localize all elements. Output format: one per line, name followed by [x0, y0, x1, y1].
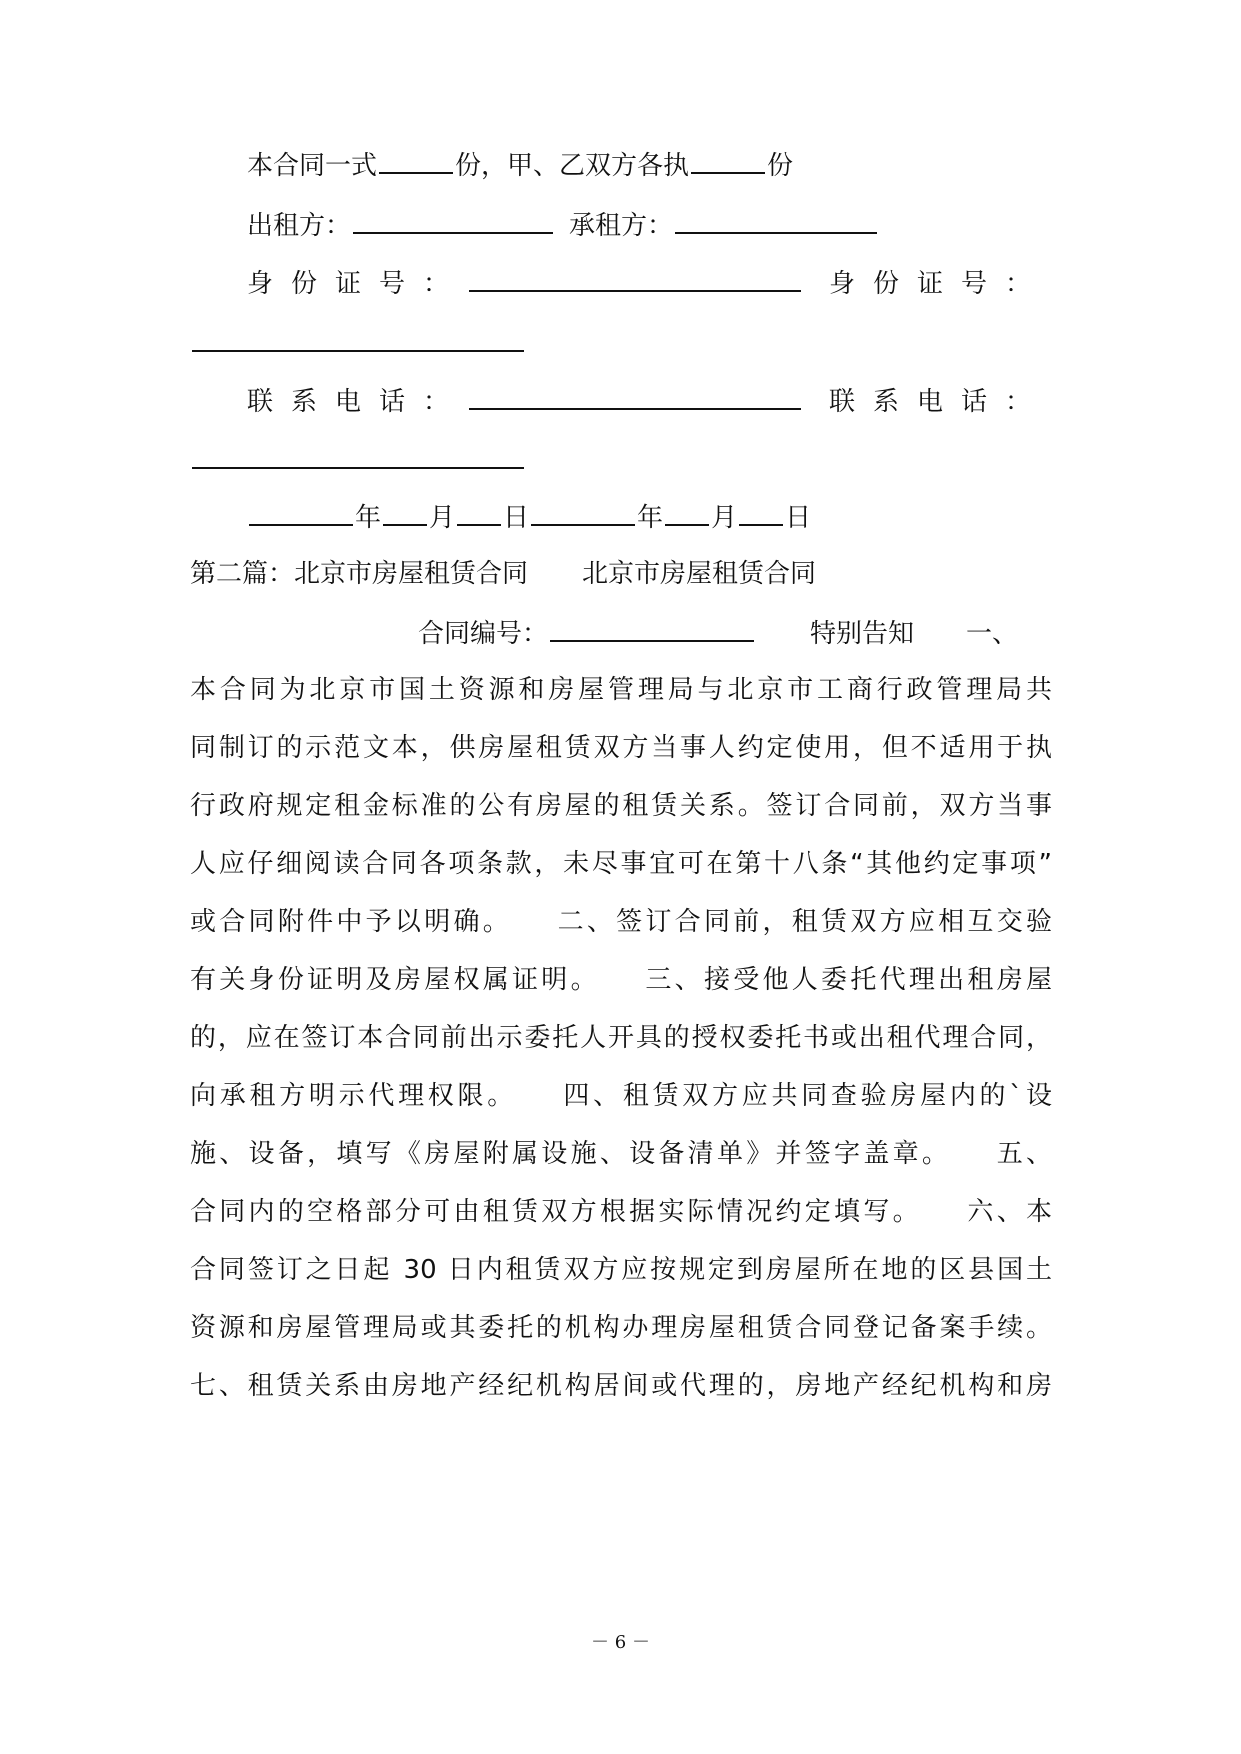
- phone-line: [247, 382, 1049, 420]
- copies-each-blank: [691, 146, 765, 174]
- body-line: 资源和房屋管理局或其委托的机构办理房屋租赁合同登记备案手续。: [190, 1313, 1052, 1343]
- id-line: [247, 264, 1049, 302]
- day-label: 日: [785, 503, 812, 533]
- lessor-label: 出租方：: [247, 211, 352, 241]
- month-blank-lessee: [665, 498, 709, 526]
- phone-blank-lessee: [192, 441, 524, 469]
- year-label: 年: [637, 503, 664, 533]
- date-line: [247, 498, 811, 536]
- body-line: 行政府规定租金标准的公有房屋的租赁关系。签订合同前，双方当事: [190, 791, 1052, 821]
- body-line: 同制订的示范文本，供房屋租赁双方当事人约定使用，但不适用于执: [190, 733, 1052, 763]
- month-label: 月: [429, 503, 456, 533]
- id-blank-lessee-line: [190, 324, 526, 362]
- month-label: 月: [711, 503, 738, 533]
- id-blank-lessee: [192, 324, 524, 352]
- notice-item-one: 一、: [966, 619, 1019, 649]
- day-blank-lessee: [739, 498, 783, 526]
- section-title-right: 北京市房屋租赁合同: [582, 559, 817, 589]
- body-line: 有关身份证明及房屋权属证明。 三、接受他人委托代理出租房屋: [190, 965, 1052, 995]
- phone-label-lessee: 联系电话：: [829, 387, 1050, 417]
- body-line: 向承租方明示代理权限。 四、租赁双方应共同查验房屋内的`设: [190, 1081, 1052, 1111]
- contract-number-label: 合同编号：: [418, 619, 549, 649]
- id-label-lessor: 身份证号：: [247, 269, 468, 299]
- copies-total-blank: [379, 146, 453, 174]
- year-blank-lessor: [249, 498, 353, 526]
- id-label-lessee: 身份证号：: [829, 269, 1050, 299]
- phone-blank-lessor: [469, 382, 801, 410]
- month-blank-lessor: [383, 498, 427, 526]
- copies-prefix: 本合同一式: [247, 151, 378, 181]
- body-line: 的，应在签订本合同前出示委托人开具的授权委托书或出租代理合同，: [190, 1023, 1052, 1053]
- day-blank-lessor: [457, 498, 501, 526]
- page-number: － 6 －: [591, 1632, 650, 1653]
- parties-line: [247, 206, 879, 244]
- body-line: 或合同附件中予以明确。 二、签订合同前，租赁双方应相互交验: [190, 907, 1052, 937]
- body-line: 本合同为北京市国土资源和房屋管理局与北京市工商行政管理局共: [190, 675, 1052, 705]
- copies-line: [247, 146, 793, 184]
- contract-number-blank: [550, 614, 754, 642]
- contract-number-line: [418, 614, 1018, 652]
- year-label: 年: [355, 503, 382, 533]
- section-title: [190, 556, 816, 592]
- body-line: 七、租赁关系由房地产经纪机构居间或代理的，房地产经纪机构和房: [190, 1371, 1052, 1401]
- special-notice-label: 特别告知: [810, 619, 915, 649]
- section-title-left: 第二篇：北京市房屋租赁合同: [190, 559, 529, 589]
- year-blank-lessee: [531, 498, 635, 526]
- lessee-label: 承租方：: [569, 211, 674, 241]
- body-line: 人应仔细阅读合同各项条款，未尽事宜可在第十八条“其他约定事项”: [190, 849, 1052, 879]
- body-line: 合同签订之日起 30 日内租赁双方应按规定到房屋所在地的区县国土: [190, 1255, 1052, 1285]
- lessor-blank: [353, 206, 553, 234]
- day-label: 日: [503, 503, 530, 533]
- body-line: 合同内的空格部分可由租赁双方根据实际情况约定填写。 六、本: [190, 1197, 1052, 1227]
- copies-mid: 份，甲、乙双方各执: [455, 151, 690, 181]
- body-line: 施、设备，填写《房屋附属设施、设备清单》并签字盖章。 五、: [190, 1139, 1052, 1169]
- phone-blank-lessee-line: [190, 441, 526, 479]
- lessee-blank: [675, 206, 877, 234]
- copies-suffix: 份: [767, 151, 794, 181]
- id-blank-lessor: [469, 264, 801, 292]
- phone-label-lessor: 联系电话：: [247, 387, 468, 417]
